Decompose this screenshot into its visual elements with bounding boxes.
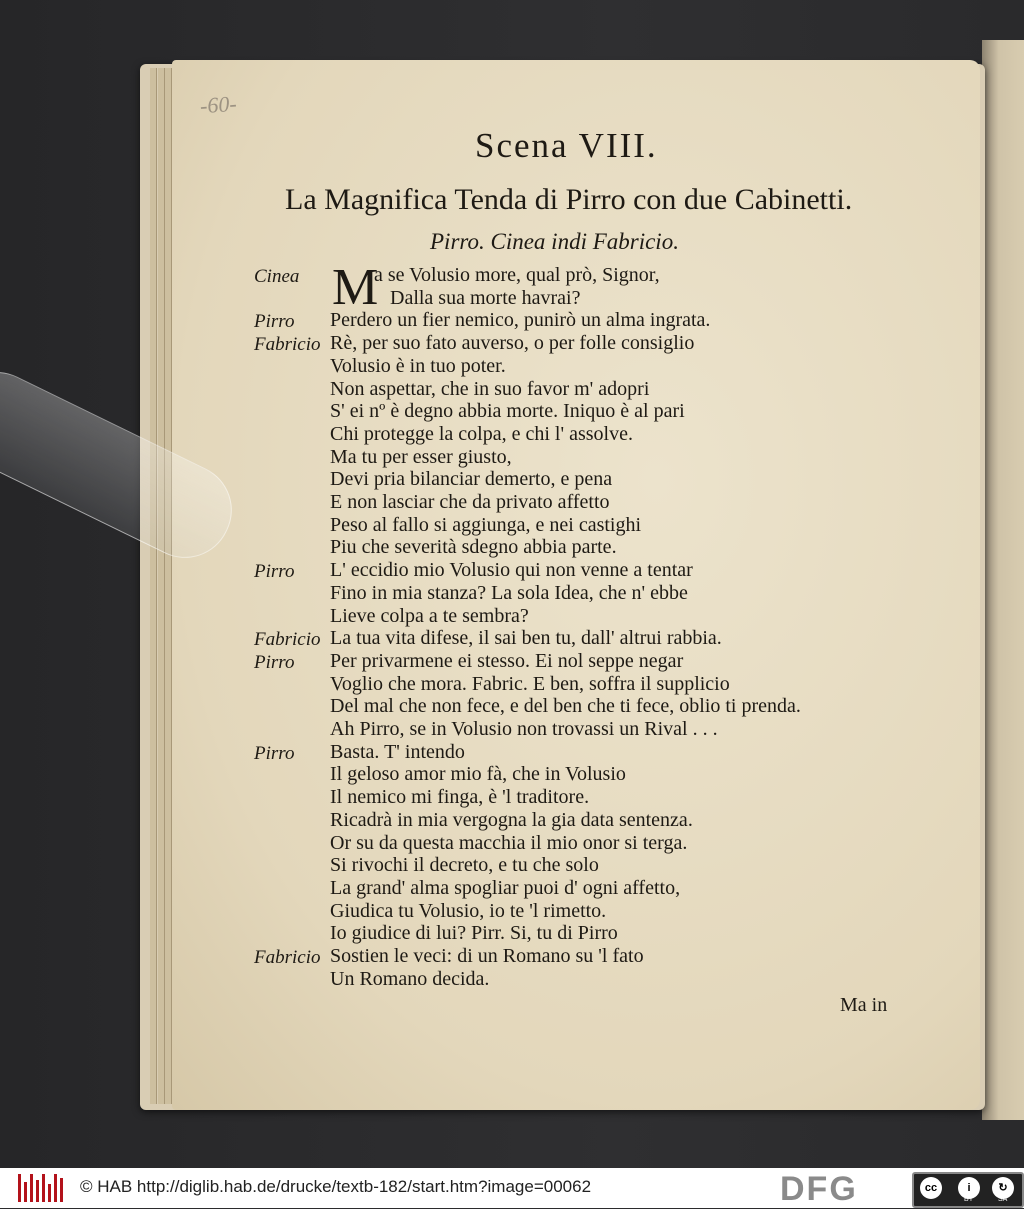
dfg-logo: DFG <box>780 1170 858 1208</box>
speaker-name: Fabricio <box>254 629 321 650</box>
verse-line: Dalla sua morte havrai? <box>390 287 581 309</box>
license-by-label: BY <box>964 1196 974 1203</box>
verse-line: L' eccidio mio Volusio qui non venne a tentar <box>330 559 693 581</box>
verse-line: Il geloso amor mio fà, che in Volusio <box>330 763 626 785</box>
verse-line: Sostien le veci: di un Romano su 'l fato <box>330 945 644 967</box>
verse-line: Un Romano decida. <box>330 968 490 990</box>
verse-line: Devi pria bilanciar demerto, e pena <box>330 468 613 490</box>
verse-line: Rè, per suo fato auverso, o per folle consiglio <box>330 332 695 354</box>
person-icon: i <box>958 1177 980 1199</box>
verse-line: Peso al fallo si aggiunga, e nei castighi <box>330 514 642 536</box>
drop-capital: M <box>332 259 379 316</box>
verse-line: Per privarmene ei stesso. Ei nol seppe negar <box>330 650 684 672</box>
verse-line: Voglio che mora. Fabric. E ben, soffra il supplicio <box>330 673 730 695</box>
verse-line: Ah Pirro, se in Volusio non trovassi un Rival . . . <box>330 718 718 740</box>
verse-line: Basta. T' intendo <box>330 741 465 763</box>
facing-page-edge <box>982 40 1024 1120</box>
page-edge <box>165 68 172 1104</box>
cc-license-badge[interactable] <box>912 1172 1024 1208</box>
verse-line: Ricadrà in mia vergogna la gia data sentenza. <box>330 809 693 831</box>
characters-on-stage: Pirro. Cinea indi Fabricio. <box>430 229 679 254</box>
verse-line: Si rivochi il decreto, e tu che solo <box>330 854 599 876</box>
share-alike-icon: ↻ <box>992 1177 1014 1199</box>
catchword: Ma in <box>840 994 888 1016</box>
verse-line: a se Volusio more, qual prò, Signor, <box>374 264 660 286</box>
verse-line: Il nemico mi finga, è 'l traditore. <box>330 786 590 808</box>
page-edge <box>150 68 157 1104</box>
verse-line: S' ei nº è degno abbia morte. Iniquo è al pari <box>330 400 685 422</box>
verse-line: Giudica tu Volusio, io te 'l rimetto. <box>330 900 607 922</box>
scene-heading: Scena VIII. <box>475 126 658 165</box>
speaker-name: Pirro <box>254 561 295 582</box>
verse-line: Chi protegge la colpa, e chi l' assolve. <box>330 423 633 445</box>
verse-line: Io giudice di lui? Pirr. Si, tu di Pirro <box>330 922 618 944</box>
speaker-name: Pirro <box>254 743 295 764</box>
verse-line: Volusio è in tuo poter. <box>330 355 506 377</box>
scene-setting: La Magnifica Tenda di Pirro con due Cabinetti. <box>285 183 853 216</box>
hab-logo-icon <box>18 1174 66 1202</box>
verse-line: E non lasciar che da privato affetto <box>330 491 610 513</box>
cc-icon: cc <box>920 1177 942 1199</box>
verse-line: Lieve colpa a te sembra? <box>330 605 529 627</box>
speaker-name: Pirro <box>254 652 295 673</box>
page-edge <box>158 68 165 1104</box>
speaker-name: Cinea <box>254 266 300 287</box>
verse-line: Non aspettar, che in suo favor m' adopri <box>330 378 650 400</box>
verse-line: Fino in mia stanza? La sola Idea, che n' ebbe <box>330 582 688 604</box>
pencil-page-number: -60- <box>199 90 238 119</box>
verse-line: La grand' alma spogliar puoi d' ogni affetto, <box>330 877 681 899</box>
verse-line: Perdero un fier nemico, punirò un alma ingrata. <box>330 309 711 331</box>
viewer-footer <box>0 1168 1024 1208</box>
verse-line: Or su da questa macchia il mio onor si terga. <box>330 832 688 854</box>
license-sa-label: SA <box>998 1196 1008 1203</box>
verse-line: Ma tu per esser giusto, <box>330 446 512 468</box>
verse-line: Del mal che non fece, e del ben che ti fece, oblio ti prenda. <box>330 695 801 717</box>
speaker-name: Pirro <box>254 311 295 332</box>
verse-line: Piu che severità sdegno abbia parte. <box>330 536 617 558</box>
verse-line: La tua vita difese, il sai ben tu, dall' altrui rabbia. <box>330 627 722 649</box>
speaker-name: Fabricio <box>254 334 321 355</box>
speaker-name: Fabricio <box>254 947 321 968</box>
copyright-link[interactable]: © HAB http://diglib.hab.de/drucke/textb-182/start.htm?image=00062 <box>80 1177 592 1196</box>
